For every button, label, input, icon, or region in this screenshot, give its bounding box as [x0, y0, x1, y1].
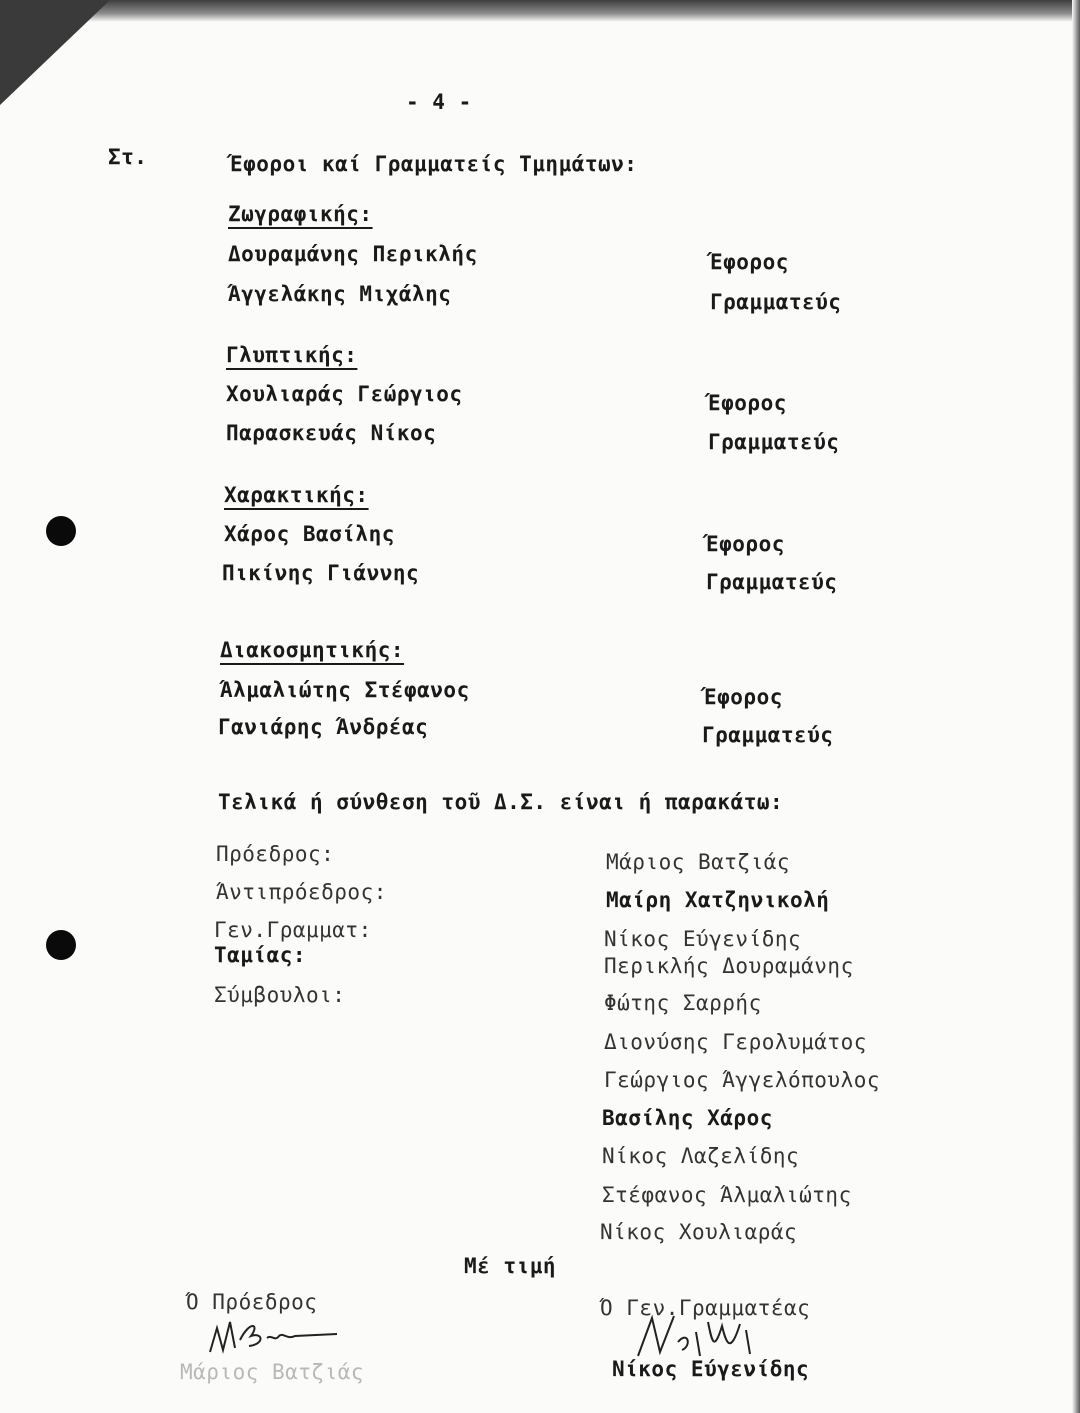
advisor-name: Γεώργιος Άγγελόπουλος	[604, 1068, 881, 1092]
treasurer-name: Περικλής Δουραμάνης	[604, 954, 854, 978]
member-name: Άλμαλιώτης Στέφανος	[220, 678, 470, 702]
section-title-decorative: Διακοσμητικής:	[220, 638, 405, 662]
item-label: Στ.	[108, 145, 148, 169]
member-role: Γραμματεύς	[708, 430, 840, 454]
advisor-name: Βασίλης Χάρος	[602, 1106, 773, 1130]
vice-president-label: Άντιπρόεδρος:	[216, 880, 387, 904]
scan-right-edge	[1072, 0, 1080, 1413]
section-title-sculpture: Γλυπτικής:	[226, 343, 358, 367]
secretary-signature-title: Ό Γεν.Γραμματέας	[600, 1296, 811, 1320]
closing-phrase: Μέ τιμή	[464, 1254, 557, 1278]
treasurer-label: Ταμίας:	[214, 943, 307, 967]
advisor-name: Νίκος Χουλιαράς	[600, 1220, 798, 1244]
advisor-name: Νίκος Λαζελίδης	[602, 1144, 800, 1168]
president-signature-name: Μάριος Βατζιάς	[180, 1360, 365, 1384]
president-name: Μάριος Βατζιάς	[606, 850, 791, 874]
secretary-name: Νίκος Εύγενίδης	[604, 927, 802, 951]
member-role: Έφορος	[708, 391, 787, 415]
member-name: Πικίνης Γιάννης	[222, 561, 420, 585]
member-name: Χάρος Βασίλης	[224, 522, 395, 546]
advisor-name: Διονύσης Γερολυμάτος	[604, 1030, 867, 1054]
member-role: Έφορος	[704, 685, 783, 709]
member-role: Γραμματεύς	[702, 723, 834, 747]
secretary-signature-name: Νίκος Εύγενίδης	[612, 1357, 810, 1381]
advisor-name: Φώτης Σαρρής	[604, 991, 762, 1015]
member-name: Γανιάρης Άνδρέας	[218, 715, 429, 739]
advisors-label: Σύμβουλοι:	[214, 983, 346, 1007]
president-label: Πρόεδρος:	[216, 842, 335, 866]
member-role: Γραμματεύς	[706, 570, 838, 594]
member-name: Παρασκευάς Νίκος	[226, 421, 437, 445]
scan-top-edge	[0, 0, 1080, 22]
vice-president-name: Μαίρη Χατζηνικολή	[606, 888, 830, 912]
section-heading: Έφοροι καί Γραμματείς Τμημάτων:	[230, 152, 638, 176]
member-role: Έφορος	[706, 532, 785, 556]
board-intro: Τελικά ή σύνθεση τοῦ Δ.Σ. είναι ή παρακάτω:	[218, 790, 784, 814]
member-name: Δουραμάνης Περικλής	[228, 242, 478, 266]
president-signature-icon	[205, 1310, 345, 1360]
section-title-painting: Ζωγραφικής:	[228, 202, 373, 226]
member-role: Έφορος	[710, 250, 789, 274]
punch-hole-top	[46, 516, 76, 546]
member-name: Χουλιαράς Γεώργιος	[226, 382, 463, 406]
secretary-label: Γεν.Γραμματ:	[214, 918, 372, 942]
page-number: - 4 -	[406, 90, 472, 114]
section-title-engraving: Χαρακτικής:	[224, 483, 369, 507]
president-signature-title: Ό Πρόεδρος	[186, 1290, 318, 1314]
punch-hole-bottom	[46, 930, 76, 960]
advisor-name: Στέφανος Άλμαλιώτης	[602, 1183, 852, 1207]
member-role: Γραμματεύς	[710, 290, 842, 314]
folded-corner	[0, 0, 110, 105]
secretary-signature-icon	[630, 1312, 780, 1362]
member-name: Άγγελάκης Μιχάλης	[228, 282, 452, 306]
